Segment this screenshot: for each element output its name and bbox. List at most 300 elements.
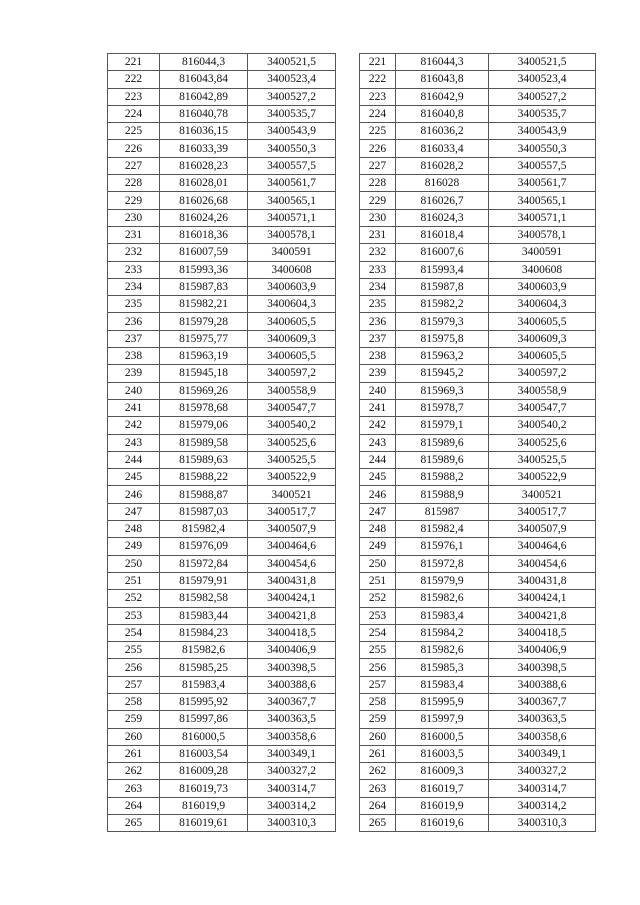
x-coordinate-cell: 816018,4 xyxy=(396,226,489,243)
point-number-cell: 242 xyxy=(360,417,396,434)
table-row xyxy=(360,123,596,140)
table-row xyxy=(360,780,596,797)
point-number-cell: 248 xyxy=(360,521,396,538)
x-coordinate-cell: 815982,6 xyxy=(396,590,489,607)
point-number-cell: 230 xyxy=(108,209,160,226)
point-number-cell: 223 xyxy=(360,88,396,105)
x-coordinate-cell: 816024,3 xyxy=(396,209,489,226)
y-coordinate-cell: 3400522,9 xyxy=(489,469,596,486)
table-row xyxy=(108,313,336,330)
point-number-cell: 245 xyxy=(108,469,160,486)
table-row xyxy=(108,278,336,295)
x-coordinate-cell: 815983,4 xyxy=(160,676,248,693)
table-row xyxy=(108,175,336,192)
table-row xyxy=(108,572,336,589)
y-coordinate-cell: 3400406,9 xyxy=(248,642,336,659)
y-coordinate-cell: 3400507,9 xyxy=(489,521,596,538)
point-number-cell: 256 xyxy=(360,659,396,676)
table-row xyxy=(360,313,596,330)
y-coordinate-cell: 3400525,5 xyxy=(248,451,336,468)
point-number-cell: 234 xyxy=(360,278,396,295)
table-row xyxy=(360,296,596,313)
table-row xyxy=(360,88,596,105)
point-number-cell: 229 xyxy=(108,192,160,209)
x-coordinate-cell: 815976,09 xyxy=(160,538,248,555)
y-coordinate-cell: 3400565,1 xyxy=(489,192,596,209)
x-coordinate-cell: 815989,58 xyxy=(160,434,248,451)
table-row xyxy=(108,797,336,814)
x-coordinate-cell: 816003,5 xyxy=(396,745,489,762)
x-coordinate-cell: 816042,9 xyxy=(396,88,489,105)
table-row xyxy=(108,140,336,157)
table-row xyxy=(360,192,596,209)
x-coordinate-cell: 815979,1 xyxy=(396,417,489,434)
y-coordinate-cell: 3400388,6 xyxy=(489,676,596,693)
x-coordinate-cell: 815989,63 xyxy=(160,451,248,468)
table-row xyxy=(108,417,336,434)
y-coordinate-cell: 3400421,8 xyxy=(248,607,336,624)
x-coordinate-cell: 816018,36 xyxy=(160,226,248,243)
point-number-cell: 227 xyxy=(360,157,396,174)
y-coordinate-cell: 3400314,2 xyxy=(248,797,336,814)
x-coordinate-cell: 816043,8 xyxy=(396,71,489,88)
y-coordinate-cell: 3400507,9 xyxy=(248,521,336,538)
y-coordinate-cell: 3400367,7 xyxy=(489,693,596,710)
table-row xyxy=(360,330,596,347)
table-row xyxy=(360,728,596,745)
x-coordinate-cell: 815969,3 xyxy=(396,382,489,399)
y-coordinate-cell: 3400591 xyxy=(489,244,596,261)
table-row xyxy=(360,348,596,365)
x-coordinate-cell: 815983,4 xyxy=(396,676,489,693)
x-coordinate-cell: 816000,5 xyxy=(396,728,489,745)
point-number-cell: 257 xyxy=(108,676,160,693)
table-row xyxy=(108,105,336,122)
table-row xyxy=(360,797,596,814)
x-coordinate-cell: 815979,06 xyxy=(160,417,248,434)
x-coordinate-cell: 815979,28 xyxy=(160,313,248,330)
y-coordinate-cell: 3400591 xyxy=(248,244,336,261)
table-row xyxy=(108,192,336,209)
x-coordinate-cell: 815985,25 xyxy=(160,659,248,676)
x-coordinate-cell: 816036,15 xyxy=(160,123,248,140)
table-row xyxy=(360,434,596,451)
point-number-cell: 228 xyxy=(360,175,396,192)
point-number-cell: 235 xyxy=(108,296,160,313)
y-coordinate-cell: 3400363,5 xyxy=(489,711,596,728)
point-number-cell: 258 xyxy=(360,693,396,710)
y-coordinate-cell: 3400597,2 xyxy=(248,365,336,382)
x-coordinate-cell: 816028,01 xyxy=(160,175,248,192)
x-coordinate-cell: 815963,2 xyxy=(396,348,489,365)
point-number-cell: 236 xyxy=(360,313,396,330)
y-coordinate-cell: 3400406,9 xyxy=(489,642,596,659)
point-number-cell: 257 xyxy=(360,676,396,693)
point-number-cell: 221 xyxy=(108,54,160,71)
table-row xyxy=(360,71,596,88)
point-number-cell: 226 xyxy=(108,140,160,157)
point-number-cell: 245 xyxy=(360,469,396,486)
y-coordinate-cell: 3400418,5 xyxy=(248,624,336,641)
x-coordinate-cell: 815982,4 xyxy=(160,521,248,538)
x-coordinate-cell: 815975,8 xyxy=(396,330,489,347)
y-coordinate-cell: 3400540,2 xyxy=(248,417,336,434)
table-row xyxy=(360,693,596,710)
x-coordinate-cell: 816033,39 xyxy=(160,140,248,157)
y-coordinate-cell: 3400523,4 xyxy=(489,71,596,88)
x-coordinate-cell: 815987,03 xyxy=(160,503,248,520)
x-coordinate-cell: 815979,9 xyxy=(396,572,489,589)
point-number-cell: 239 xyxy=(360,365,396,382)
table-row xyxy=(360,486,596,503)
y-coordinate-cell: 3400543,9 xyxy=(248,123,336,140)
table-row xyxy=(108,538,336,555)
point-number-cell: 247 xyxy=(360,503,396,520)
x-coordinate-cell: 815988,87 xyxy=(160,486,248,503)
point-number-cell: 254 xyxy=(360,624,396,641)
point-number-cell: 223 xyxy=(108,88,160,105)
y-coordinate-cell: 3400431,8 xyxy=(248,572,336,589)
x-coordinate-cell: 815982,6 xyxy=(160,642,248,659)
x-coordinate-cell: 816019,6 xyxy=(396,815,489,832)
point-number-cell: 260 xyxy=(108,728,160,745)
x-coordinate-cell: 816009,28 xyxy=(160,763,248,780)
point-number-cell: 246 xyxy=(108,486,160,503)
table-row xyxy=(108,296,336,313)
x-coordinate-cell: 816007,59 xyxy=(160,244,248,261)
y-coordinate-cell: 3400571,1 xyxy=(248,209,336,226)
x-coordinate-cell: 816026,7 xyxy=(396,192,489,209)
point-number-cell: 238 xyxy=(360,348,396,365)
x-coordinate-cell: 815984,23 xyxy=(160,624,248,641)
table-row xyxy=(360,572,596,589)
x-coordinate-cell: 816033,4 xyxy=(396,140,489,157)
coordinates-table-left xyxy=(107,53,336,832)
y-coordinate-cell: 3400571,1 xyxy=(489,209,596,226)
point-number-cell: 248 xyxy=(108,521,160,538)
table-row xyxy=(360,590,596,607)
y-coordinate-cell: 3400605,5 xyxy=(248,348,336,365)
table-row xyxy=(108,728,336,745)
table-row xyxy=(360,607,596,624)
table-row xyxy=(360,676,596,693)
x-coordinate-cell: 815997,9 xyxy=(396,711,489,728)
x-coordinate-cell: 815987,83 xyxy=(160,278,248,295)
table-row xyxy=(108,88,336,105)
point-number-cell: 235 xyxy=(360,296,396,313)
point-number-cell: 252 xyxy=(360,590,396,607)
table-row xyxy=(360,244,596,261)
y-coordinate-cell: 3400609,3 xyxy=(248,330,336,347)
y-coordinate-cell: 3400522,9 xyxy=(248,469,336,486)
x-coordinate-cell: 816044,3 xyxy=(160,54,248,71)
x-coordinate-cell: 815976,1 xyxy=(396,538,489,555)
table-row xyxy=(108,54,336,71)
table-row xyxy=(108,330,336,347)
y-coordinate-cell: 3400558,9 xyxy=(489,382,596,399)
y-coordinate-cell: 3400521 xyxy=(248,486,336,503)
y-coordinate-cell: 3400310,3 xyxy=(489,815,596,832)
y-coordinate-cell: 3400557,5 xyxy=(489,157,596,174)
x-coordinate-cell: 815978,68 xyxy=(160,399,248,416)
x-coordinate-cell: 815982,58 xyxy=(160,590,248,607)
x-coordinate-cell: 815945,18 xyxy=(160,365,248,382)
x-coordinate-cell: 815975,77 xyxy=(160,330,248,347)
x-coordinate-cell: 815989,6 xyxy=(396,434,489,451)
point-number-cell: 261 xyxy=(360,745,396,762)
table-row xyxy=(108,659,336,676)
x-coordinate-cell: 816028,2 xyxy=(396,157,489,174)
point-number-cell: 244 xyxy=(360,451,396,468)
point-number-cell: 246 xyxy=(360,486,396,503)
x-coordinate-cell: 815945,2 xyxy=(396,365,489,382)
x-coordinate-cell: 816043,84 xyxy=(160,71,248,88)
y-coordinate-cell: 3400517,7 xyxy=(489,503,596,520)
y-coordinate-cell: 3400578,1 xyxy=(248,226,336,243)
point-number-cell: 231 xyxy=(360,226,396,243)
x-coordinate-cell: 815983,4 xyxy=(396,607,489,624)
table-row xyxy=(360,399,596,416)
table-row xyxy=(360,382,596,399)
table-row xyxy=(360,226,596,243)
y-coordinate-cell: 3400604,3 xyxy=(489,296,596,313)
y-coordinate-cell: 3400314,7 xyxy=(248,780,336,797)
point-number-cell: 239 xyxy=(108,365,160,382)
x-coordinate-cell: 816000,5 xyxy=(160,728,248,745)
x-coordinate-cell: 815979,91 xyxy=(160,572,248,589)
table-row xyxy=(360,815,596,832)
y-coordinate-cell: 3400604,3 xyxy=(248,296,336,313)
x-coordinate-cell: 815983,44 xyxy=(160,607,248,624)
table-row xyxy=(108,244,336,261)
point-number-cell: 227 xyxy=(108,157,160,174)
y-coordinate-cell: 3400523,4 xyxy=(248,71,336,88)
table-row xyxy=(360,763,596,780)
point-number-cell: 259 xyxy=(360,711,396,728)
point-number-cell: 221 xyxy=(360,54,396,71)
coordinates-table-right xyxy=(359,53,596,832)
y-coordinate-cell: 3400527,2 xyxy=(489,88,596,105)
table-row xyxy=(360,503,596,520)
x-coordinate-cell: 815972,8 xyxy=(396,555,489,572)
y-coordinate-cell: 3400358,6 xyxy=(248,728,336,745)
point-number-cell: 261 xyxy=(108,745,160,762)
table-row xyxy=(360,209,596,226)
point-number-cell: 249 xyxy=(108,538,160,555)
x-coordinate-cell: 815979,3 xyxy=(396,313,489,330)
y-coordinate-cell: 3400454,6 xyxy=(489,555,596,572)
point-number-cell: 256 xyxy=(108,659,160,676)
x-coordinate-cell: 816007,6 xyxy=(396,244,489,261)
x-coordinate-cell: 815995,92 xyxy=(160,693,248,710)
point-number-cell: 243 xyxy=(360,434,396,451)
point-number-cell: 236 xyxy=(108,313,160,330)
point-number-cell: 240 xyxy=(360,382,396,399)
x-coordinate-cell: 815997,86 xyxy=(160,711,248,728)
y-coordinate-cell: 3400543,9 xyxy=(489,123,596,140)
table-row xyxy=(108,763,336,780)
x-coordinate-cell: 816019,61 xyxy=(160,815,248,832)
table-row xyxy=(360,624,596,641)
y-coordinate-cell: 3400327,2 xyxy=(489,763,596,780)
point-number-cell: 263 xyxy=(108,780,160,797)
table-row xyxy=(108,711,336,728)
table-row xyxy=(108,590,336,607)
table-row xyxy=(108,815,336,832)
point-number-cell: 222 xyxy=(360,71,396,88)
point-number-cell: 253 xyxy=(108,607,160,624)
table-row xyxy=(108,486,336,503)
x-coordinate-cell: 815984,2 xyxy=(396,624,489,641)
x-coordinate-cell: 815982,21 xyxy=(160,296,248,313)
y-coordinate-cell: 3400535,7 xyxy=(248,105,336,122)
y-coordinate-cell: 3400521,5 xyxy=(489,54,596,71)
y-coordinate-cell: 3400424,1 xyxy=(489,590,596,607)
point-number-cell: 237 xyxy=(108,330,160,347)
y-coordinate-cell: 3400535,7 xyxy=(489,105,596,122)
x-coordinate-cell: 815995,9 xyxy=(396,693,489,710)
y-coordinate-cell: 3400558,9 xyxy=(248,382,336,399)
y-coordinate-cell: 3400608 xyxy=(248,261,336,278)
table-row xyxy=(360,711,596,728)
y-coordinate-cell: 3400314,7 xyxy=(489,780,596,797)
point-number-cell: 233 xyxy=(108,261,160,278)
point-number-cell: 251 xyxy=(360,572,396,589)
x-coordinate-cell: 816003,54 xyxy=(160,745,248,762)
table-row xyxy=(360,278,596,295)
y-coordinate-cell: 3400525,6 xyxy=(248,434,336,451)
y-coordinate-cell: 3400525,5 xyxy=(489,451,596,468)
y-coordinate-cell: 3400421,8 xyxy=(489,607,596,624)
point-number-cell: 264 xyxy=(108,797,160,814)
table-row xyxy=(360,642,596,659)
x-coordinate-cell: 816044,3 xyxy=(396,54,489,71)
y-coordinate-cell: 3400454,6 xyxy=(248,555,336,572)
point-number-cell: 255 xyxy=(360,642,396,659)
y-coordinate-cell: 3400431,8 xyxy=(489,572,596,589)
y-coordinate-cell: 3400547,7 xyxy=(489,399,596,416)
x-coordinate-cell: 815987 xyxy=(396,503,489,520)
table-row xyxy=(360,105,596,122)
x-coordinate-cell: 815985,3 xyxy=(396,659,489,676)
table-row xyxy=(360,555,596,572)
y-coordinate-cell: 3400349,1 xyxy=(489,745,596,762)
x-coordinate-cell: 816024,26 xyxy=(160,209,248,226)
point-number-cell: 265 xyxy=(108,815,160,832)
x-coordinate-cell: 816028,23 xyxy=(160,157,248,174)
point-number-cell: 231 xyxy=(108,226,160,243)
point-number-cell: 254 xyxy=(108,624,160,641)
y-coordinate-cell: 3400521,5 xyxy=(248,54,336,71)
point-number-cell: 230 xyxy=(360,209,396,226)
point-number-cell: 225 xyxy=(108,123,160,140)
y-coordinate-cell: 3400603,9 xyxy=(248,278,336,295)
y-coordinate-cell: 3400349,1 xyxy=(248,745,336,762)
table-row xyxy=(108,261,336,278)
y-coordinate-cell: 3400578,1 xyxy=(489,226,596,243)
point-number-cell: 263 xyxy=(360,780,396,797)
y-coordinate-cell: 3400464,6 xyxy=(248,538,336,555)
x-coordinate-cell: 815987,8 xyxy=(396,278,489,295)
x-coordinate-cell: 816019,7 xyxy=(396,780,489,797)
table-row xyxy=(108,780,336,797)
y-coordinate-cell: 3400605,5 xyxy=(248,313,336,330)
point-number-cell: 259 xyxy=(108,711,160,728)
table-row xyxy=(360,451,596,468)
x-coordinate-cell: 815972,84 xyxy=(160,555,248,572)
point-number-cell: 250 xyxy=(108,555,160,572)
y-coordinate-cell: 3400550,3 xyxy=(248,140,336,157)
x-coordinate-cell: 816009,3 xyxy=(396,763,489,780)
x-coordinate-cell: 816019,73 xyxy=(160,780,248,797)
y-coordinate-cell: 3400525,6 xyxy=(489,434,596,451)
point-number-cell: 241 xyxy=(108,399,160,416)
point-number-cell: 240 xyxy=(108,382,160,399)
point-number-cell: 226 xyxy=(360,140,396,157)
y-coordinate-cell: 3400517,7 xyxy=(248,503,336,520)
y-coordinate-cell: 3400521 xyxy=(489,486,596,503)
point-number-cell: 224 xyxy=(108,105,160,122)
point-number-cell: 228 xyxy=(108,175,160,192)
x-coordinate-cell: 815982,2 xyxy=(396,296,489,313)
table-row xyxy=(108,348,336,365)
table-row xyxy=(108,745,336,762)
table-row xyxy=(108,624,336,641)
point-number-cell: 247 xyxy=(108,503,160,520)
point-number-cell: 224 xyxy=(360,105,396,122)
point-number-cell: 244 xyxy=(108,451,160,468)
x-coordinate-cell: 816019,9 xyxy=(160,797,248,814)
point-number-cell: 232 xyxy=(108,244,160,261)
point-number-cell: 250 xyxy=(360,555,396,572)
x-coordinate-cell: 815963,19 xyxy=(160,348,248,365)
y-coordinate-cell: 3400608 xyxy=(489,261,596,278)
table-row xyxy=(360,659,596,676)
y-coordinate-cell: 3400363,5 xyxy=(248,711,336,728)
y-coordinate-cell: 3400547,7 xyxy=(248,399,336,416)
y-coordinate-cell: 3400314,2 xyxy=(489,797,596,814)
y-coordinate-cell: 3400550,3 xyxy=(489,140,596,157)
table-row xyxy=(360,365,596,382)
table-row xyxy=(108,469,336,486)
table-row xyxy=(360,54,596,71)
table-row xyxy=(108,607,336,624)
table-row xyxy=(108,123,336,140)
point-number-cell: 243 xyxy=(108,434,160,451)
y-coordinate-cell: 3400418,5 xyxy=(489,624,596,641)
x-coordinate-cell: 815982,4 xyxy=(396,521,489,538)
table-row xyxy=(108,451,336,468)
point-number-cell: 229 xyxy=(360,192,396,209)
table-row xyxy=(108,521,336,538)
y-coordinate-cell: 3400398,5 xyxy=(489,659,596,676)
table-row xyxy=(108,676,336,693)
point-number-cell: 252 xyxy=(108,590,160,607)
table-row xyxy=(360,521,596,538)
table-row xyxy=(108,434,336,451)
point-number-cell: 233 xyxy=(360,261,396,278)
point-number-cell: 258 xyxy=(108,693,160,710)
point-number-cell: 251 xyxy=(108,572,160,589)
y-coordinate-cell: 3400561,7 xyxy=(489,175,596,192)
table-row xyxy=(108,209,336,226)
y-coordinate-cell: 3400464,6 xyxy=(489,538,596,555)
x-coordinate-cell: 815982,6 xyxy=(396,642,489,659)
x-coordinate-cell: 816026,68 xyxy=(160,192,248,209)
point-number-cell: 237 xyxy=(360,330,396,347)
table-row xyxy=(108,555,336,572)
y-coordinate-cell: 3400565,1 xyxy=(248,192,336,209)
